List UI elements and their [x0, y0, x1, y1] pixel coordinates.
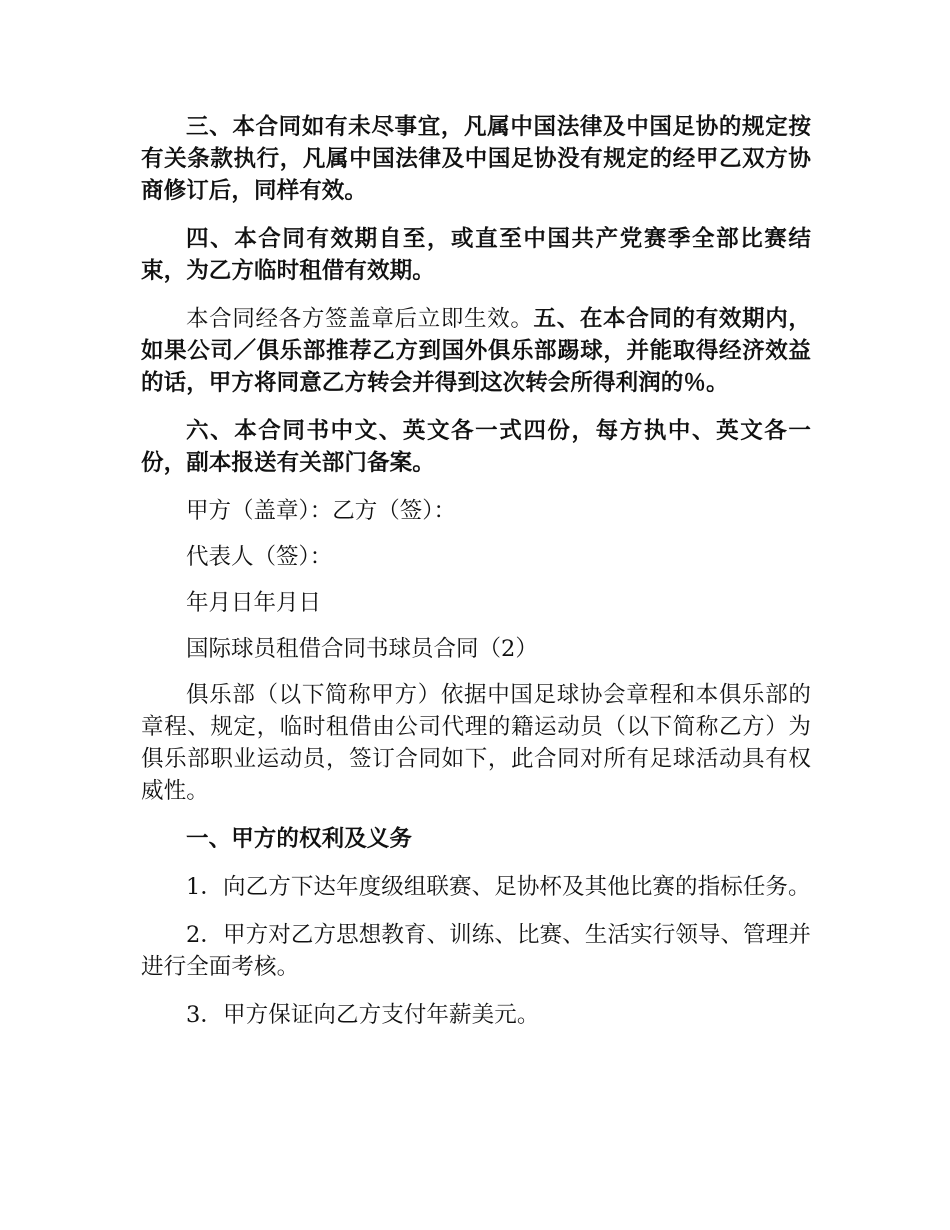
clause-3-paragraph: 三、本合同如有未尽事宜，凡属中国法律及中国足协的规定按有关条款执行，凡属中国法律及中国足协没有规定的经甲乙双方协商修订后，同样有效。 [141, 114, 811, 204]
contract-2-intro: 俱乐部（以下简称甲方）依据中国足球协会章程和本俱乐部的章程、规定，临时租借由公司代理的籍运动员（以下简称乙方）为俱乐部职业运动员，签订合同如下，此合同对所有足球活动具有权威性。 [141, 682, 811, 804]
section-1-item-2: 2．甲方对乙方思想教育、训练、比赛、生活实行领导、管理并进行全面考核。 [141, 922, 811, 980]
signature-representative: 代表人（签）： [186, 544, 333, 570]
clause-5-text: 五、在本合同的有效期内，如果公司／俱乐部推荐乙方到国外俱乐部踢球，并能取得经济效益的话，甲方将同意乙方转会并得到这次转会所得利润的％。 [141, 306, 811, 396]
document-page [141, 111, 811, 1047]
signature-dates: 年月日年月日 [186, 590, 322, 616]
effective-statement: 本合同经各方签盖章后立即生效。 [186, 306, 534, 332]
clause-4-paragraph: 四、本合同有效期自至，或直至中国共产党赛季全部比赛结束，为乙方临时租借有效期。 [141, 226, 811, 284]
section-1-heading: 一、甲方的权利及义务 [186, 826, 413, 852]
section-1-item-3: 3．甲方保证向乙方支付年薪美元。 [186, 1002, 540, 1028]
section-1-item-1: 1．向乙方下达年度级组联赛、足协杯及其他比赛的指标任务。 [186, 874, 811, 900]
contract-2-title: 国际球员租借合同书球员合同（2） [186, 636, 538, 662]
clause-5-paragraph [141, 303, 811, 399]
signature-parties: 甲方（盖章）：乙方（签）： [186, 498, 457, 524]
clause-6-paragraph: 六、本合同书中文、英文各一式四份，每方执中、英文各一份，副本报送有关部门备案。 [141, 418, 811, 476]
